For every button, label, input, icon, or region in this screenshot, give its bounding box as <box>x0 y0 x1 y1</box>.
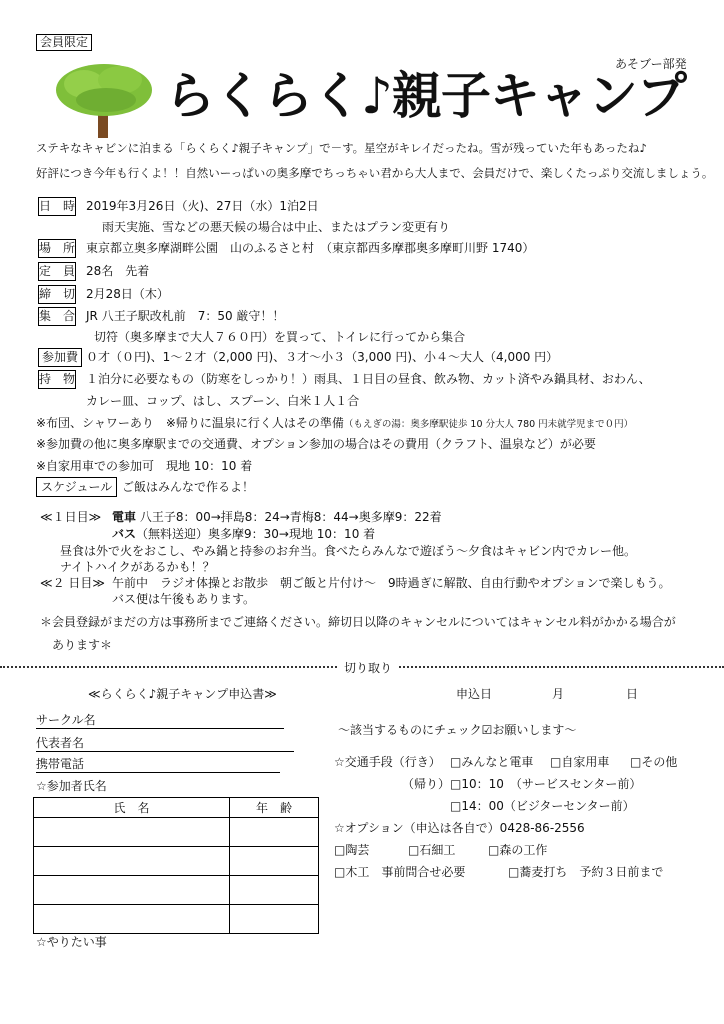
note-futon-small: （もえぎの湯：奥多摩駅徒歩 10 分大人 780 円未就学児まで０円） <box>343 419 634 430</box>
option-soba[interactable]: □蕎麦打ち 予約３日前まで <box>508 865 664 879</box>
form-title: ≪らくらく♪親子キャンプ申込書≫ <box>88 687 277 701</box>
note-car: ※自家用車での参加可 現地 10：10 着 <box>36 459 253 473</box>
note-futon-main: ※布団、シャワーあり ※帰りに温泉に行く人はその準備 <box>36 416 344 430</box>
meeting-value: JR 八王子駅改札前 7：50 厳守！！ <box>86 309 285 323</box>
return-option-1010[interactable]: □10：10 （サービスセンター前） <box>450 777 642 791</box>
wish-label: ☆やりたい事 <box>36 935 107 949</box>
table-row[interactable] <box>34 818 319 847</box>
schedule-label: スケジュール <box>36 477 117 497</box>
day1-text-1: 昼食は外で火をおこし、やみ鍋と持参のお弁当。食べたらみんなで遊ぼう～夕食はキャビン内でカレー他。 <box>60 544 637 558</box>
day1-bus <box>112 526 375 542</box>
date-label: 日 時 <box>38 197 76 216</box>
fee-value: ０才（０円)、1～２才（2,000 円)、３才～小３（3,000 円)、小４～大人（4,000 円） <box>86 350 559 364</box>
day1-train <box>112 509 442 525</box>
footer-note-2: あります＊ <box>52 638 113 652</box>
apply-date-label: 申込日 <box>456 687 493 701</box>
option-stone-craft[interactable]: □石細工 <box>408 843 456 857</box>
intro-line-1: ステキなキャビンに泊まる「らくらく♪親子キャンプ」で－す。星空がキレイだったね。雪が残っていた年もあったね♪ <box>36 141 647 155</box>
circle-name-field[interactable] <box>36 712 284 729</box>
col-name-header: 氏 名 <box>34 798 230 818</box>
day2-text-1: 午前中 ラジオ体操とお散歩 朝ご飯と片付け～ 9時過ぎに解散、自由行動やオプションで楽しもう。 <box>112 576 671 590</box>
place-value: 東京都立奥多摩湖畔公園 山のふるさと村 （東京都西多摩郡奥多摩町川野 1740） <box>86 241 535 255</box>
phone-field[interactable] <box>36 756 280 773</box>
deadline-value: 2月28日（木） <box>86 287 169 301</box>
table-row[interactable] <box>34 905 319 934</box>
check-note: ～該当するものにチェック☑お願いします～ <box>338 723 577 737</box>
col-age-header: 年 齢 <box>230 798 319 818</box>
option-forest-craft[interactable]: □森の工作 <box>488 843 548 857</box>
rep-name-field[interactable] <box>36 735 294 752</box>
return-option-1400[interactable]: □14：00（ビジターセンター前） <box>450 799 635 813</box>
capacity-label: 定 員 <box>38 262 76 281</box>
return-label: （帰り） <box>402 777 451 791</box>
day1-bus-times: （無料送迎）奥多摩9：30→現地 10：10 着 <box>136 527 376 541</box>
option-pottery[interactable]: □陶芸 <box>334 843 370 857</box>
day1-bus-head: バス <box>112 527 137 541</box>
schedule-intro: ご飯はみんなで作るよ！ <box>122 480 255 494</box>
day1-label: ≪１日目≫ <box>40 510 102 524</box>
note-futon <box>36 415 633 433</box>
intro-line-2: 好評につき今年も行くよ！！自然いーっぱいの奥多摩でちっちゃい君から大人まで、会員だけで、楽しくたっぷり交流しましょう。 <box>36 166 714 180</box>
fee-label: 参加費 <box>38 348 82 367</box>
option-woodwork[interactable]: □木工 事前問合せ必要 <box>334 865 466 879</box>
cut-label: 切り取り <box>338 660 398 676</box>
table-header-row <box>34 798 319 818</box>
date-value: 2019年3月26日（火)、27日（水）1泊2日 <box>86 199 319 213</box>
option-other[interactable]: □その他 <box>630 755 678 769</box>
publisher: あそブー部発 <box>615 57 687 71</box>
option-own-car[interactable]: □自家用車 <box>550 755 610 769</box>
transport-label: ☆交通手段（行き） <box>334 755 441 769</box>
participants-label: ☆参加者氏名 <box>36 779 107 793</box>
items-value-1: １泊分に必要なもの（防寒をしっかり！）雨具、１日目の昼食、飲み物、カット済やみ鍋具材、おわん、 <box>86 372 651 386</box>
capacity-value: 28名 先着 <box>86 264 150 278</box>
day1-train-head: 電車 <box>112 510 137 524</box>
items-value-2: カレー皿、コップ、はし、スプーン、白米１人１合 <box>86 394 360 408</box>
phone-label: 携帯電話 <box>36 757 85 771</box>
day2-label: ≪２ 日目≫ <box>40 576 105 590</box>
place-label: 場 所 <box>38 239 76 258</box>
page-title: らくらく♪親子キャンプ <box>165 67 686 125</box>
option-line: ☆オプション（申込は各自で）0428-86-2556 <box>334 821 585 835</box>
rep-name-label: 代表者名 <box>36 736 85 750</box>
day1-text-2: ナイトハイクがあるかも！？ <box>60 560 215 574</box>
table-row[interactable] <box>34 876 319 905</box>
apply-month-label: 月 <box>552 687 565 701</box>
participants-table <box>33 797 319 934</box>
day1-train-times: 八王子8：00→拝島8：24→青梅8：44→奥多摩9：22着 <box>139 510 442 524</box>
meeting-label: 集 合 <box>38 307 76 326</box>
note-transport: ※参加費の他に奥多摩駅までの交通費、オプション参加の場合はその費用（クラフト、温泉など）が必要 <box>36 437 596 451</box>
items-label: 持 物 <box>38 370 76 389</box>
date-note: 雨天実施、雪などの悪天候の場合は中止、またはプラン変更有り <box>102 220 451 234</box>
circle-name-label: サークル名 <box>36 713 96 727</box>
apply-day-label: 日 <box>626 687 639 701</box>
members-only-tag: 会員限定 <box>36 34 92 51</box>
option-train-together[interactable]: □みんなと電車 <box>450 755 534 769</box>
tree-icon <box>50 62 158 140</box>
footer-note-1: ＊会員登録がまだの方は事務所までご連絡ください。締切日以降のキャンセルについてはキャンセル料がかかる場合が <box>40 615 676 629</box>
deadline-label: 締 切 <box>38 285 76 304</box>
meeting-note: 切符（奥多摩まで大人７６０円）を買って、トイレに行ってから集合 <box>94 330 466 344</box>
day2-text-2: バス便は午後もあります。 <box>112 592 256 606</box>
table-row[interactable] <box>34 847 319 876</box>
